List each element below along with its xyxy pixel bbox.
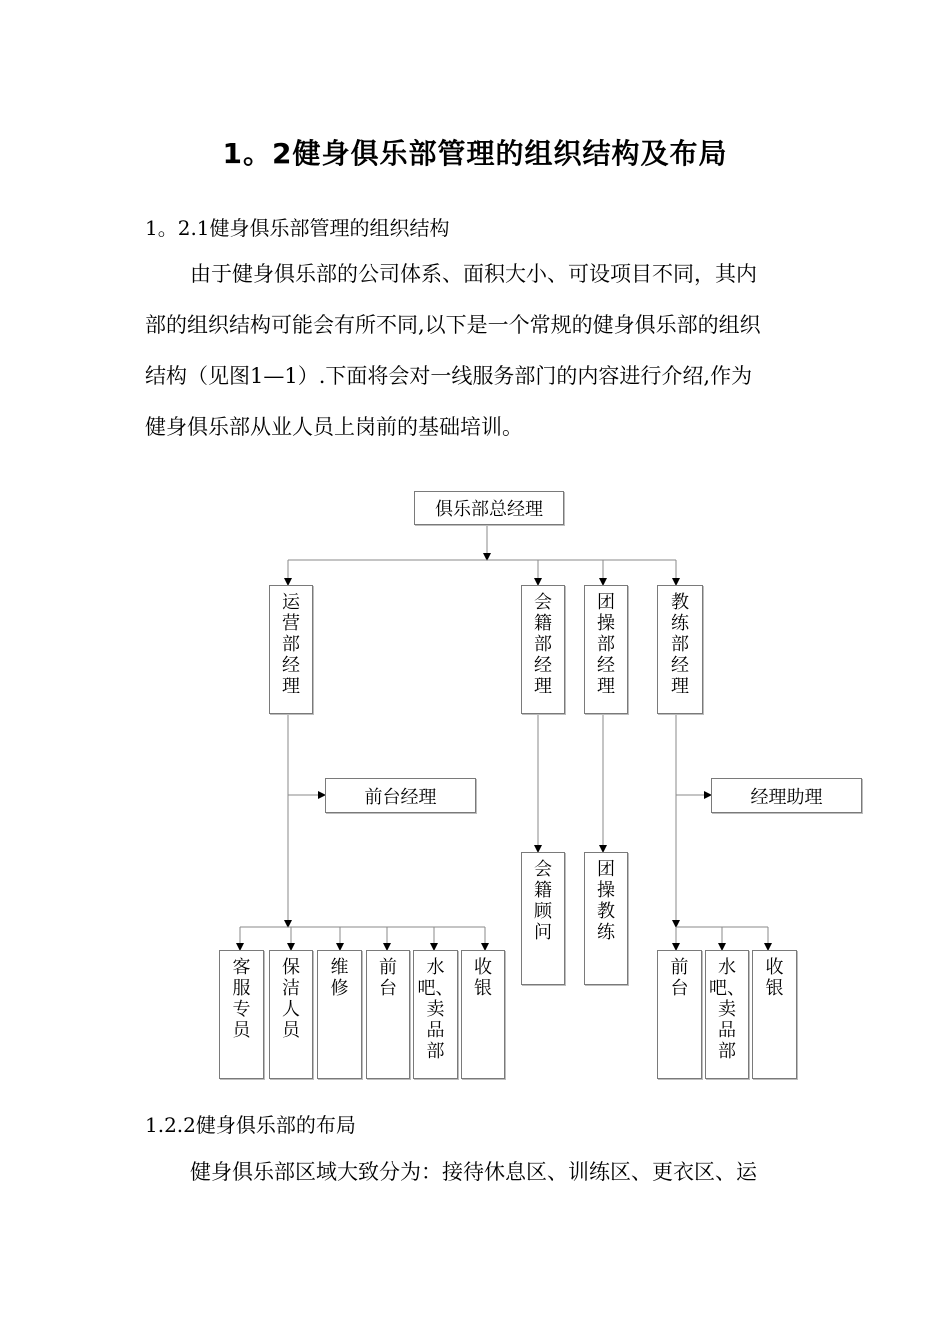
layout-paragraph: [145, 1147, 815, 1198]
vertical-label: 会 籍 顾 问: [534, 859, 552, 943]
vertical-label: 保 洁 人 员: [282, 957, 300, 1041]
org-node-coach-manager: [657, 585, 703, 714]
vertical-label: 水 吧、 卖 品 部: [709, 957, 745, 1062]
vertical-label: 前 台: [379, 957, 397, 999]
vertical-label: 会 籍 部 经 理: [534, 592, 552, 697]
section-heading-layout: 1.2.2健身俱乐部的布局: [145, 1113, 356, 1137]
section-heading-org-structure: 1。2.1健身俱乐部管理的组织结构: [145, 216, 450, 240]
paragraph-line: 结构（见图1—1）.下面将会对一线服务部门的内容进行介绍,作为: [145, 364, 753, 388]
vertical-label: 团 操 部 经 理: [597, 592, 615, 697]
org-node-group-manager: [584, 585, 628, 714]
page-title: 1。2健身俱乐部管理的组织结构及布局: [222, 137, 728, 170]
org-node-front-desk-manager: 前台经理: [325, 778, 476, 813]
org-node-cleaning-staff: [269, 950, 313, 1079]
vertical-label: 维 修: [330, 957, 349, 999]
org-node-membership-consultant: [521, 852, 565, 985]
org-node-ops-manager: [269, 585, 313, 714]
vertical-label: 水 吧、 卖 品 部: [417, 957, 454, 1062]
org-node-customer-service: [219, 950, 264, 1079]
org-node-general-manager: 俱乐部总经理: [414, 491, 564, 525]
org-node-group-coach: [584, 852, 628, 985]
paragraph-line: 由于健身俱乐部的公司体系、面积大小、可设项目不同，其内: [190, 262, 757, 286]
paragraph-line: 健身俱乐部从业人员上岗前的基础培训。: [145, 415, 523, 439]
paragraph-line: 部的组织结构可能会有所不同,以下是一个常规的健身俱乐部的组织: [145, 313, 761, 337]
vertical-label: 收 银: [765, 957, 784, 999]
paragraph-line: 健身俱乐部区域大致分为：接待休息区、训练区、更衣区、运: [190, 1160, 757, 1184]
org-node-front-desk: [366, 950, 410, 1079]
org-node-coach-front-desk: [657, 950, 702, 1079]
org-node-membership-manager: [521, 585, 565, 714]
vertical-label: 教 练 部 经 理: [671, 592, 689, 697]
vertical-label: 客 服 专 员: [232, 957, 251, 1041]
org-node-assistant-manager: 经理助理: [711, 778, 862, 813]
vertical-label: 前 台: [670, 957, 689, 999]
org-node-bar-shop: [413, 950, 458, 1079]
intro-paragraph: [145, 249, 815, 453]
org-node-coach-cashier: [752, 950, 797, 1079]
vertical-label: 运 营 部 经 理: [282, 592, 300, 697]
org-node-cashier: [461, 950, 505, 1079]
vertical-label: 收 银: [474, 957, 492, 999]
org-node-maintenance: [317, 950, 362, 1079]
vertical-label: 团 操 教 练: [597, 859, 615, 943]
org-node-coach-bar-shop: [705, 950, 749, 1079]
